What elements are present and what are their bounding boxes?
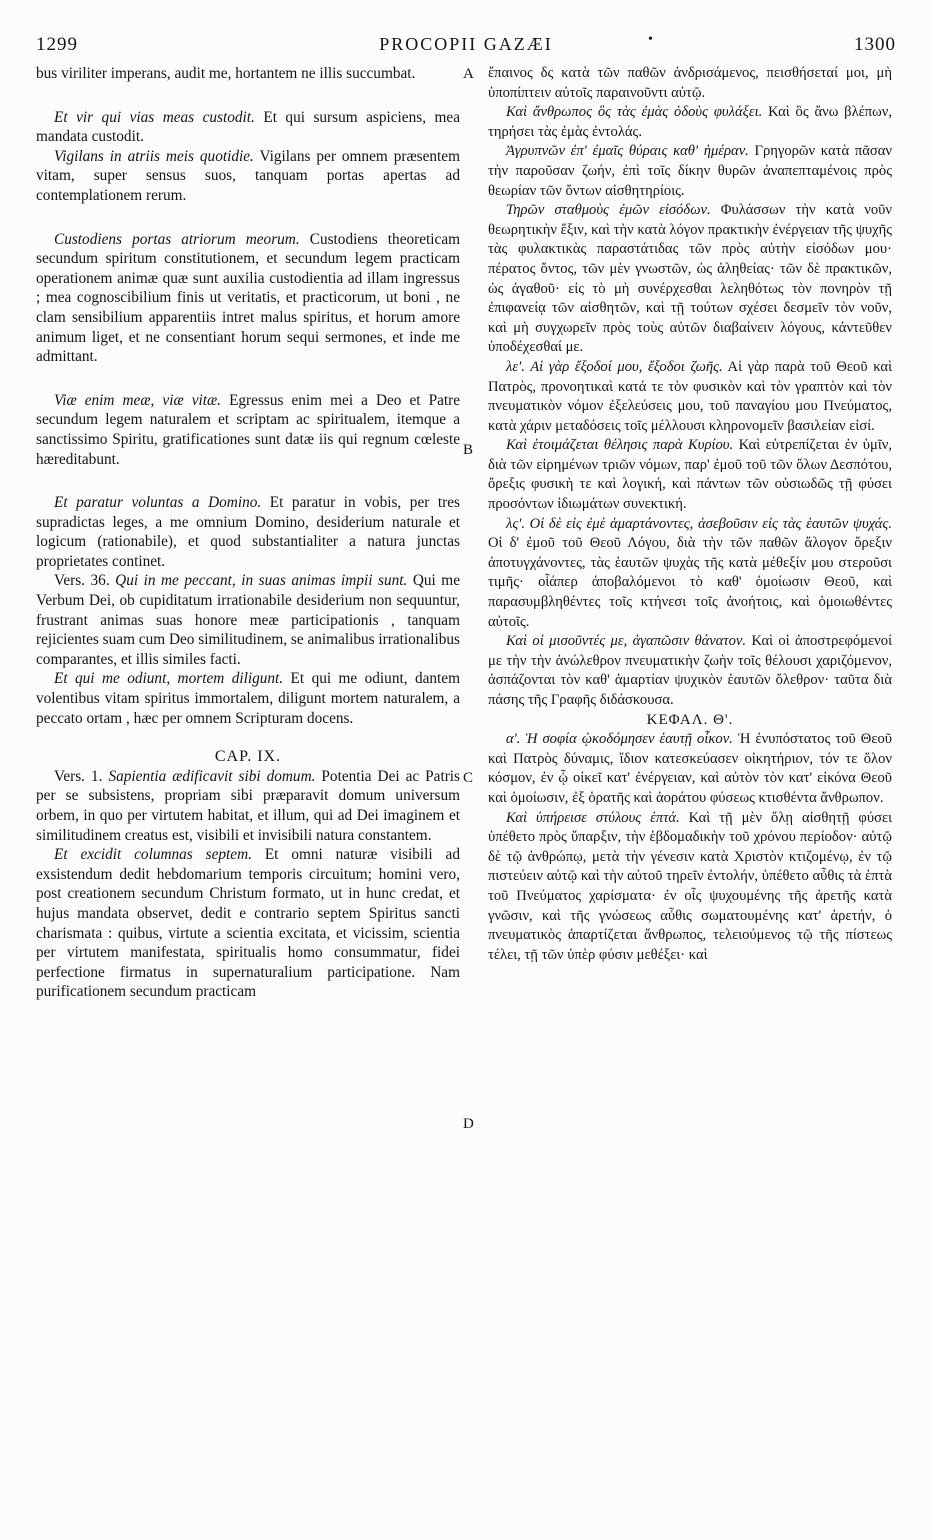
latin-paragraph <box>36 108 460 147</box>
margin-marker-c: C <box>463 770 474 786</box>
latin-text: bus viriliter imperans, audit me, hortantem ne illis succumbat. <box>36 65 416 82</box>
greek-paragraph <box>488 515 892 633</box>
greek-text: Καὶ ὃς ἄνω βλέπων, τηρήσει τὰς ἐμὰς ἐντολάς. <box>488 104 892 140</box>
latin-text: Potentia Dei ac Patris per se subsistens, propriam sibi præparavit domum universum orbem, in quo per virtutem habitat, et illum, qui ad Dei imaginem et similitudinem creatus est, visibili et invisibili natura constantem. <box>36 767 460 844</box>
greek-paragraph <box>488 358 892 436</box>
greek-paragraph <box>488 436 892 514</box>
greek-chapter-heading: ΚΕΦΑΛ. Θ'. <box>646 711 734 728</box>
latin-paragraph <box>36 230 460 367</box>
greek-text: Φυλάσσων τὴν κατὰ νοῦν θεωρητικὴν ἕξιν, καὶ τὴν κατὰ λόγον πρακτικὴν ἐνέργειαν τῆς ψυχῆς τὰς φυλακτικὰς παραστάτιδας τῶν πρὸς αὐτὴν εἰσόδων μου· πέρατος ὄντος, τῶν μὲν γνωστῶν, ὡς ἀληθείας· τῶν δὲ πρακτικῶν, ὡς ἀγαθοῦ· εἰς τὸ μὴ συνέρχεσθαι λεληθότως τὸν πονηρὸν τῇ ἐπιφανείᾳ τῶν αἰσθητῶν, καὶ τῇ τούτων σχέσει δεσμεῖν τὸν νοῦν, καὶ μὴ συγχωρεῖν πρὸς τοὺς αὐτῶν διαβαίνειν λόγους, κἀντεῦθεν ὑποδέχεσθαί με. <box>488 202 892 356</box>
greek-text: Ἡ ἐνυπόστατος τοῦ Θεοῦ καὶ Πατρὸς δύναμις, ἴδιον κατεσκεύασεν οἰκητήριον, τόν τε ὅλον κόσμον, ἐν ᾧ οἰκεῖ κατ' ἐνέργειαν, καὶ αὐτὸν τὸν κατ' εἰκόνα Θεοῦ καὶ ὁμοίωσιν, ἐξ ὁρατῆς καὶ ἀοράτου φύσεως κτισθέντα ἄνθρωπον. <box>488 731 892 806</box>
greek-paragraph <box>488 64 892 103</box>
margin-marker-b: B <box>463 442 474 458</box>
greek-lemma: Καὶ ἄνθρωπος ὃς τὰς ἐμὰς ὁδοὺς φυλάξει. <box>506 104 763 121</box>
latin-lemma: Custodiens portas atriorum meorum. <box>54 230 300 248</box>
greek-lemma: λς'. Οἱ δὲ εἰς ἐμὲ ἁμαρτάνοντες, ἀσεβοῦσιν εἰς τὰς ἑαυτῶν ψυχάς. <box>506 515 892 532</box>
latin-paragraph <box>36 571 460 669</box>
greek-text: Καὶ τῇ μὲν ὅλῃ αἰσθητῇ φύσει ὑπέθετο πρὸς ὕπαρξιν, τὴν ἑβδομαδικὴν τοῦ χρόνου περίοδον· αὐτῷ δὲ τῷ ἀνθρώπῳ, μετὰ τὴν γένεσιν κατὰ Χριστὸν κτιζομένῳ, ἐν τῷ πιστεύειν αὐτῷ καὶ τὴν αὐτοῦ τηρεῖν ἐντολήν, ὑπέθετο αὖθις τὰ ἑπτὰ τοῦ Πνεύματος χαρίσματα· ἐν οἷς ψυχουμένης τῆς ἀρετῆς κατὰ γνῶσιν, καὶ τῆς γνώσεως αὖθις σωματουμένης κατ' ἀρετήν, ὁ πνευματικὸς ἀπαρτίζεται ἄνθρωπος, τελειούμενος τῷ τῆς πίστεως τέλει, τῇ τῶν ὑπὲρ φύσιν μεθέξει· καὶ <box>488 809 893 963</box>
latin-text: Et omni naturæ visibili ad exsistendum dedit hebdomarium temporis circuitum; homini vero, post creationem secundum Christum formato, ut in hunc credat, et hujus mandata observet, dedit e contrario septem Spiritus sancti charismata : quibus, virtute a scientia excitata, et vicissim, scientia per virtutem manifestata, spiritualis homo consummatur, fidei perfectione firmatus in supernaturalium participatione. Nam purificationem secundum practicam <box>36 846 460 1001</box>
greek-lemma: Καὶ ὑπήρεισε στύλους ἑπτά. <box>506 809 680 826</box>
greek-text: Καὶ οἱ ἀποστρεφόμενοί με τὴν τὴν ἀνώλεθρον πνευματικὴν ζωὴν τοῖς θέλουσι χαριζόμενον, ἀσπάζονται τὸν καθ' ἁμαρτίαν ψυχικὸν ἑαυτῶν ὄλεθρον· ταῦτα διὰ πάσης τῆς Γραφῆς διδάσκουσα. <box>488 633 892 708</box>
latin-paragraph <box>36 147 460 206</box>
latin-text: Qui me Verbum Dei, ob cupiditatum irrationabile desiderium non sequuntur, frustrant animas suas honore meæ participationis , tanquam rejicientes suam cum Deo similitudinem, se animalibus irrationalibus comparantes, et illis similes facti. <box>36 572 460 668</box>
latin-paragraph <box>36 845 460 1002</box>
greek-text: Αἱ γὰρ παρὰ τοῦ Θεοῦ καὶ Πατρὸς, προνοητικαὶ κατά τε τὸν φυσικὸν καὶ τὸν γραπτὸν καὶ τὸν πνευματικὸν νόμον ἐξελεύσεις μου, τοῦ παναγίου μου Πνεύματος, κατὰ χάριν μεταδόσεις τοῖς μέλλουσι κληρονομεῖν βασιλείαν εἰσί. <box>488 358 892 434</box>
greek-text: Καὶ εὐτρεπίζεται ἐν ὑμῖν, διὰ τῶν εἰρημένων τριῶν νόμων, παρ' ἐμοῦ τοῦ τῶν ὅλων Δεσπότου, ὄρεξις φυσικὴ τε καὶ λογική, καὶ πάντων τῶν οὐσιωδῶς τῇ φύσει προσόντων ἰδιωμάτων συνεκτική. <box>488 437 892 513</box>
latin-lemma: Et paratur voluntas a Domino. <box>54 494 262 512</box>
margin-marker-a: A <box>463 66 474 82</box>
latin-text: Et qui me odiunt, dantem volentibus vitam spiritus immortalem, diligunt mortem naturalem, a peccato ortam , hæc per omnem Scripturam docens. <box>36 670 460 727</box>
latin-paragraph <box>36 64 460 84</box>
latin-lemma: Qui in me peccant, in suas animas impii sunt. <box>115 572 408 590</box>
page-number-left: 1299 <box>36 34 78 55</box>
greek-paragraph <box>488 809 892 966</box>
greek-paragraph <box>488 142 892 201</box>
greek-lemma: Καὶ ἑτοιμάζεται θέλησις παρὰ Κυρίου. <box>506 437 734 454</box>
greek-paragraph <box>488 730 892 808</box>
greek-lemma: α'. Ἡ σοφία ᾠκοδόμησεν ἑαυτῇ οἶκον. <box>506 731 733 748</box>
latin-text: Vigilans per omnem præsentem vitam, super sensus suos, tanquam portas apertas ad contemplationem rerum. <box>36 147 460 204</box>
running-title: PROCOPII GAZÆI <box>379 34 553 54</box>
greek-text: Γρηγορῶν κατὰ πᾶσαν τὴν παροῦσαν ζωήν, ἐπὶ τοῖς δίκην θυρῶν ἀναπεπταμένοις πρὸς θεωρίαν τῶν ὄντων αἰσθητηρίοις. <box>488 143 892 199</box>
latin-chapter-heading: CAP. IX. <box>214 748 282 766</box>
latin-paragraph <box>36 767 460 845</box>
latin-lemma: Et qui me odiunt, mortem diligunt. <box>54 670 284 688</box>
latin-lemma: Sapientia ædificavit sibi domum. <box>108 767 316 785</box>
latin-paragraph <box>36 669 460 728</box>
latin-column <box>36 64 460 1002</box>
greek-paragraph <box>488 103 892 142</box>
latin-lemma: Viæ enim meæ, viæ vitæ. <box>54 391 222 409</box>
greek-lemma: Καὶ οἱ μισοῦντές με, ἀγαπῶσιν θάνατον. <box>506 633 747 650</box>
latin-text: Custodiens theoreticam secundum spiritum constitutionem, et secundum legem practicam operationem animæ quæ sunt auxilia custodientia ad illam ingressus ; mea cognoscibilium finis ut veritatis, et practicorum, ut boni , ne clam sensibilium apparentiis intret malus spiritus, et horum amore animum liget, et ne consentiant horum sequi sermones, et inde me admittant. <box>36 230 461 366</box>
greek-column <box>488 64 892 965</box>
margin-marker-d: D <box>463 1116 474 1132</box>
latin-paragraph <box>36 391 460 469</box>
latin-text: Egressus enim mei a Deo et Patre secundum legem naturalem et scriptam ac spiritualem, itemque a sanctissimo Spiritu, gratificationes sunt datæ iis qui regnum cœleste hæreditabunt. <box>36 391 460 468</box>
greek-text: Οἱ δ' ἐμοῦ τοῦ Θεοῦ Λόγου, διὰ τὴν τῶν παθῶν ἄλογον ὄρεξιν ἀποτυγχάνοντες, τὰς ἑαυτῶν ψυχὰς τῆς κατὰ μέθεξίν μου στεροῦσι τιμῆς· οἷάπερ ἀποβαλόμενοι τὸ καθ' ὁμοίωσιν Θεοῦ, καὶ παρασυμβληθέντες τοῖς κτήνεσι τοῖς ἀνοήτοις, καὶ ὁμοιωθέντες αὐτοῖς. <box>488 535 892 630</box>
greek-lemma: Ἀγρυπνῶν ἐπ' ἐμαῖς θύραις καθ' ἡμέραν. <box>506 143 749 160</box>
latin-lemma: Et excidit columnas septem. <box>54 846 252 864</box>
greek-paragraph <box>488 632 892 710</box>
latin-lemma: Vigilans in atriis meis quotidie. <box>54 147 254 165</box>
header-mark: • <box>648 32 653 47</box>
latin-lemma: Et vir qui vias meas custodit. <box>54 108 255 126</box>
greek-text: ἔπαινος δς κατὰ τῶν παθῶν ἀνδρισάμενος, πεισθήσεταί μοι, μὴ ὑποπίπτειν αὐτοῖς παραινοῦντι αὐτῷ. <box>488 65 892 101</box>
greek-lemma: λε'. Αἱ γὰρ ἔξοδοί μου, ἔξοδοι ζωῆς. <box>506 358 723 375</box>
greek-paragraph <box>488 201 892 358</box>
latin-paragraph <box>36 493 460 571</box>
greek-lemma: Τηρῶν σταθμοὺς ἐμῶν εἰσόδων. <box>506 202 711 219</box>
latin-text: Et qui sursum aspiciens, mea mandata custodit. <box>36 108 460 146</box>
latin-verse-number: Vers. 1. <box>54 767 103 785</box>
latin-text: Et paratur in vobis, per tres supradictas leges, a me omnium Domino, desiderium naturale et logicum (rationabile), et quod substantialiter a natura junctas proprietates continet. <box>36 494 460 570</box>
page-number-right: 1300 <box>854 34 896 55</box>
page-header <box>36 34 896 58</box>
latin-verse-number: Vers. 36. <box>54 572 110 590</box>
